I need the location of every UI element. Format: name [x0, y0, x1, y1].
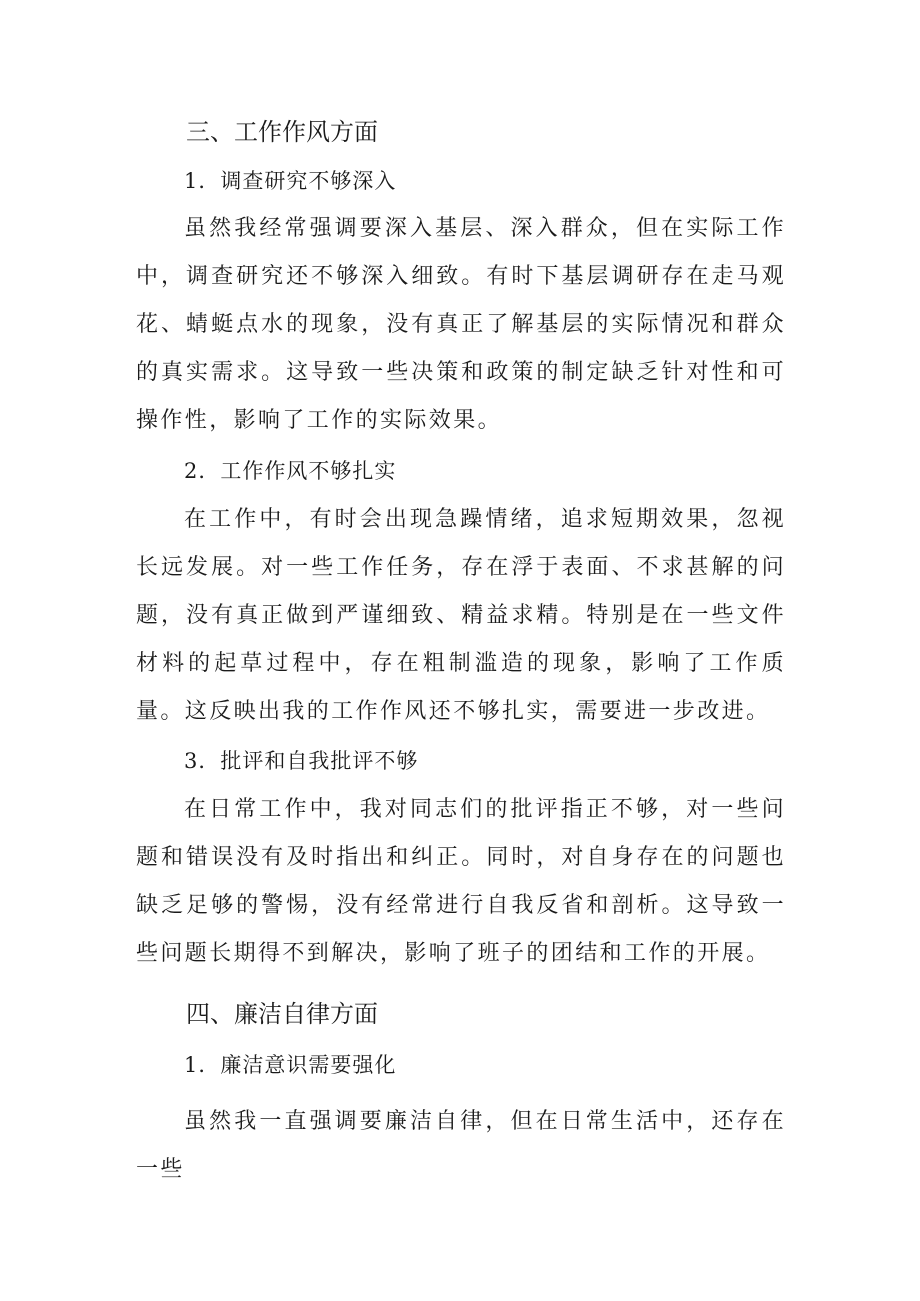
paragraph-integrity-awareness: 虽然我一直强调要廉洁自律，但在日常生活中，还存在一些 [136, 1109, 786, 1182]
paragraph-research: 虽然我经常强调要深入基层、深入群众，但在实际工作中，调查研究还不够深入细致。有时下基层调研存在走马观花、蜻蜓点水的现象，没有真正了解基层的实际情况和群众的真实需求。这导致一些决策和政策的制定缺乏针对性和可操作性，影响了工作的实际效果。 [136, 216, 786, 433]
item-heading-work-style: 2．工作作风不够扎实 [184, 459, 397, 483]
item-heading-research: 1．调查研究不够深入 [184, 169, 397, 193]
section-heading-integrity: 四、廉洁自律方面 [186, 1000, 378, 1028]
item-heading-criticism: 3．批评和自我批评不够 [184, 749, 419, 773]
paragraph-work-style: 在工作中，有时会出现急躁情绪，追求短期效果，忽视长远发展。对一些工作任务，存在浮于表面、不求甚解的问题，没有真正做到严谨细致、精益求精。特别是在一些文件材料的起草过程中，存在粗制滥造的现象，影响了工作质量。这反映出我的工作作风还不够扎实，需要进一步改进。 [136, 507, 786, 724]
paragraph-criticism: 在日常工作中，我对同志们的批评指正不够，对一些问题和错误没有及时指出和纠正。同时，对自身存在的问题也缺乏足够的警惕，没有经常进行自我反省和剖析。这导致一些问题长期得不到解决，影响了班子的团结和工作的开展。 [136, 797, 786, 966]
item-heading-integrity-awareness: 1．廉洁意识需要强化 [184, 1053, 397, 1077]
section-heading-work-style: 三、工作作风方面 [186, 118, 378, 146]
